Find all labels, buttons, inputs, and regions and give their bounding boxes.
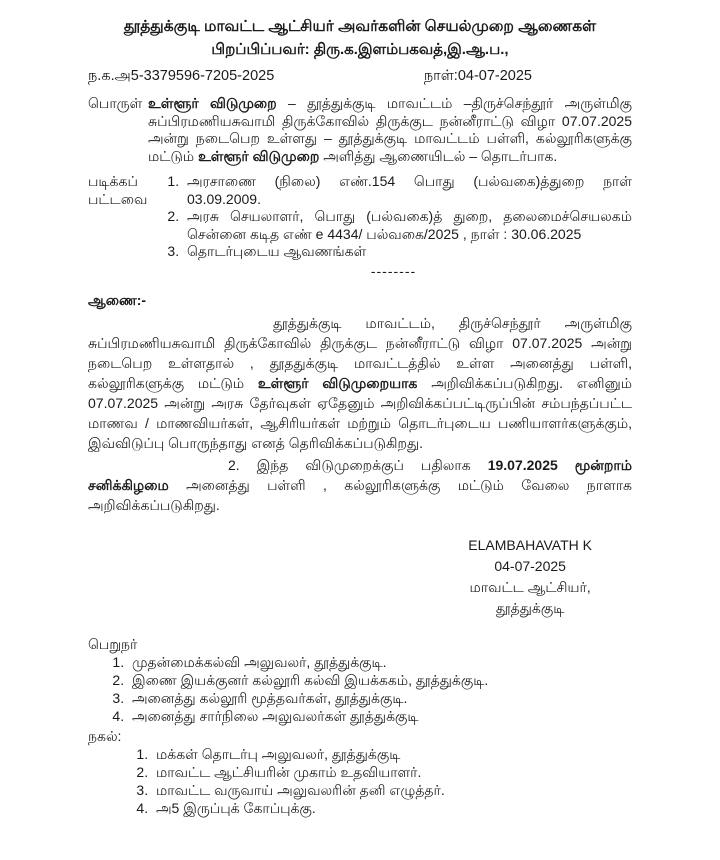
subject-section — [88, 95, 632, 165]
reference-item: 1. அரசாணை (நிலை) எண்.154 பொது (பல்வகை)த்துறை நாள் 03.09.2009. — [183, 173, 632, 208]
order-p1-part1: தூத்துக்குடி மாவட்டம், திருச்செந்தூர் அருள்மிகு சுப்பிரமணியசுவாமி திருக்கோவில் திருக்குட நன்னீராட்டு விழா 07.07.2025 அன்று நடைபெற உள்ளதால் , தூததுக்குடி மாவட்டத்தில் உள்ள அனைத்து பள்ளி, கல்லூரிகளுக்கு மட்டும் — [88, 314, 632, 391]
copy-item: 3. மாவட்ட வருவாய் அலுவலரின் தனி எழுத்தர். — [152, 781, 632, 799]
order-p2-part2: அனைத்து பள்ளி , கல்லூரிகளுக்கு மட்டும் வேலை நாளாக அறிவிக்கப்படுகிறது. — [88, 476, 632, 513]
section-divider: -------- — [370, 262, 417, 279]
order-p1-bold: உள்ளூர் விடுமுறையாக — [257, 374, 418, 391]
copies-list — [88, 745, 632, 817]
order-paragraph-2 — [88, 455, 632, 515]
document-title: தூத்துக்குடி மாவட்ட ஆட்சியர் அவர்களின் செயல்முறை ஆணைகள் — [123, 18, 597, 35]
reference-row — [88, 67, 632, 85]
references-label-line2: பட்டவை — [88, 190, 148, 207]
recipients-list — [88, 653, 632, 725]
copies-section — [88, 727, 632, 817]
signatory-designation: மாவட்ட ஆட்சியர், — [469, 578, 591, 595]
subject-text — [148, 95, 632, 165]
recipient-item: 4. அனைத்து சார்நிலை அலுவலர்கள் தூத்துக்குடி — [128, 707, 632, 725]
copy-item: 2. மாவட்ட ஆட்சியரின் முகாம் உதவியாளர். — [152, 763, 632, 781]
order-p2-part1: 2. இந்த விடுமுறைக்குப் பதிலாக — [228, 456, 488, 473]
recipient-item: 1. முதன்மைக்கல்வி அலுவலர், தூத்துக்குடி. — [128, 653, 632, 671]
references-section — [88, 173, 632, 279]
signatory-name: ELAMBAHAVATH K — [468, 536, 592, 553]
references-label — [88, 173, 155, 279]
order-p2-bold: 19.07.2025 மூன்றாம் சனிக்கிழமை — [88, 456, 632, 493]
recipients-section — [88, 635, 632, 725]
copy-item: 1. மக்கள் தொடர்பு அலுவலர், தூத்துக்குடி — [152, 745, 632, 763]
order-p1-part2: அறிவிக்கப்படுகிறது. எனினும் 07.07.2025 அன்று அரசு தேர்வுகள் ஏதேனும் அறிவிக்கப்பட்டிருப்பின் சம்பந்தப்பட்ட மாணவ / மாணவியர்கள், ஆசிரியர்கள் மற்றும் தொடர்புடைய பணியாளர்களுக்கும், இவ்விடுப்பு பொருந்தாது எனத் தெரிவிக்கப்படுகிறது. — [88, 374, 632, 451]
subject-part-1: – தூத்துக்குடி மாவட்டம் –திருச்செந்தூர் அருள்மிகு சுப்பிரமணியசுவாமி திருக்கோவில் திருக்குட நன்னீராட்டு விழா 07.07.2025 அன்று நடைபெற உள்ளது – தூத்துக்குடி மாவட்டம் பள்ளி, கல்லூரிகளுக்கு மட்டும் — [148, 95, 632, 164]
references-label-line1: படிக்கப் — [88, 173, 138, 189]
copies-heading: நகல்: — [88, 727, 122, 744]
signature-block — [468, 535, 592, 619]
subject-bold-2: உள்ளூர் விடுமுறை — [198, 147, 320, 164]
recipient-item: 3. அனைத்து கல்லூரி மூத்தவர்கள், தூத்துக்குடி. — [128, 689, 632, 707]
signatory-place: தூத்துக்குடி — [495, 599, 565, 616]
recipient-item: 2. இணை இயக்குனர் கல்லூரி கல்வி இயக்ககம், தூத்துக்குடி. — [128, 671, 632, 689]
references-list — [155, 173, 632, 261]
recipients-heading: பெறுநர் — [88, 635, 138, 652]
document-date: நாள்:04-07-2025 — [423, 68, 532, 84]
references-body — [155, 173, 632, 279]
issuer-line: பிறப்பிப்பவர்: திரு.க.இளம்பகவத்,இ.ஆ.ப., — [211, 41, 509, 58]
subject-part-2: அளித்து ஆணையிடல் – தொடர்பாக. — [319, 147, 558, 164]
signature-date: 04-07-2025 — [494, 557, 566, 574]
copy-item: 4. அ5 இருப்புக் கோப்புக்கு. — [152, 799, 632, 817]
order-paragraph-1 — [88, 313, 632, 453]
reference-item: 3. தொடர்புடைய ஆவணங்கள் — [183, 243, 632, 261]
subject-label: பொருள் — [88, 95, 143, 111]
reference-number: ந.க.அ5-3379596-7205-2025 — [88, 68, 275, 84]
reference-item: 2. அரசு செயலாளர், பொது (பல்வகை)த் துறை, தலைமைச்செயலகம் சென்னை கடித எண் e 4434/ பல்வகை/2025 , நாள் : 30.06.2025 — [183, 208, 632, 243]
order-label: ஆணை:- — [88, 291, 147, 308]
subject-bold-1: உள்ளூர் விடுமுறை — [148, 95, 277, 111]
